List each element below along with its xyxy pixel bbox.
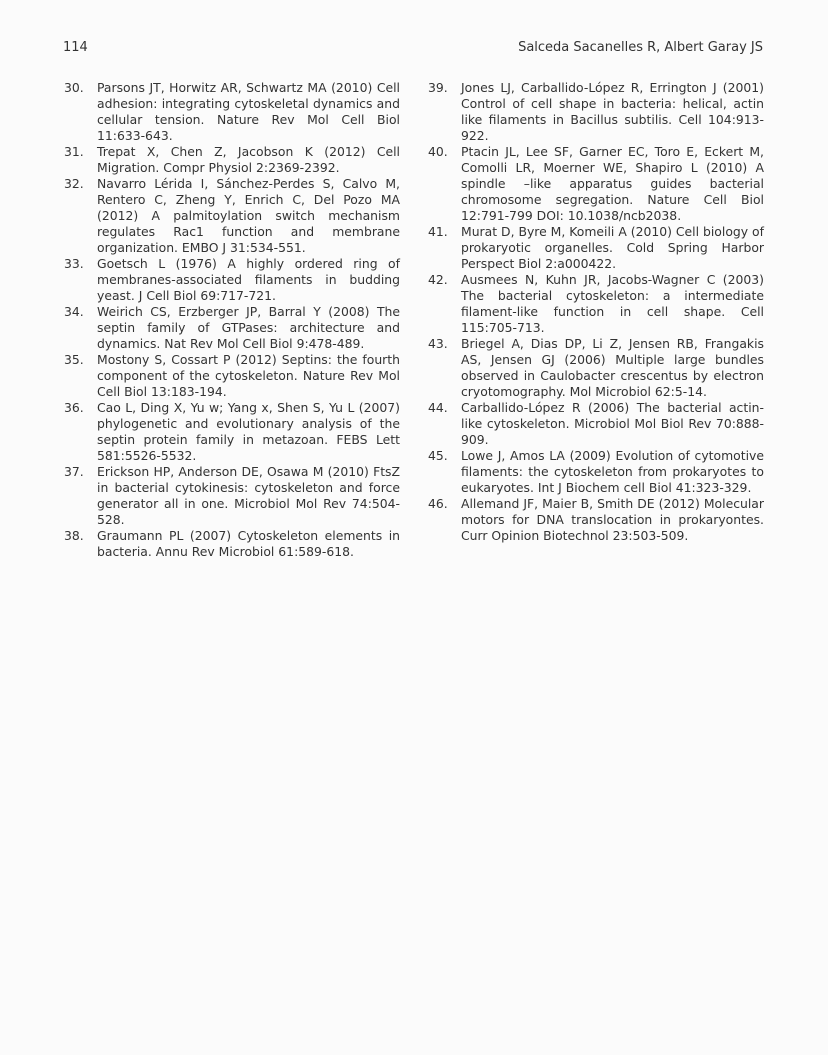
reference-text: Graumann PL (2007) Cytoskeleton elements in bacteria. Annu Rev Microbiol 61:589-618. xyxy=(97,528,400,559)
reference-number: 42. xyxy=(428,272,448,287)
reference-text: Ausmees N, Kuhn JR, Jacobs-Wagner C (2003) The bacterial cytoskeleton: a intermediate filament-like function in cell shape. Cell 115:705-713. xyxy=(461,272,764,335)
reference-number: 36. xyxy=(64,400,84,415)
reference-item xyxy=(428,272,764,336)
page-header xyxy=(63,40,763,56)
reference-text: Cao L, Ding X, Yu w; Yang x, Shen S, Yu L (2007) phylogenetic and evolutionary analysis of the septin protein family in metazoan. FEBS Lett 581:5526-5532. xyxy=(97,400,400,463)
reference-number: 32. xyxy=(64,176,84,191)
reference-item xyxy=(64,256,400,304)
reference-number: 40. xyxy=(428,144,448,159)
reference-item xyxy=(64,528,400,560)
reference-number: 37. xyxy=(64,464,84,479)
reference-number: 46. xyxy=(428,496,448,511)
reference-number: 41. xyxy=(428,224,448,239)
reference-text: Trepat X, Chen Z, Jacobson K (2012) Cell Migration. Compr Physiol 2:2369-2392. xyxy=(97,144,400,175)
reference-item xyxy=(428,400,764,448)
reference-item xyxy=(64,352,400,400)
reference-number: 44. xyxy=(428,400,448,415)
reference-number: 31. xyxy=(64,144,84,159)
reference-number: 30. xyxy=(64,80,84,95)
references-right-column xyxy=(428,80,764,560)
running-head: Salceda Sacanelles R, Albert Garay JS xyxy=(518,40,763,55)
reference-item xyxy=(428,80,764,144)
reference-text: Murat D, Byre M, Komeili A (2010) Cell biology of prokaryotic organelles. Cold Spring Harbor Perspect Biol 2:a000422. xyxy=(461,224,764,271)
reference-item xyxy=(428,144,764,224)
reference-number: 33. xyxy=(64,256,84,271)
references-section xyxy=(64,80,764,560)
reference-number: 38. xyxy=(64,528,84,543)
reference-text: Weirich CS, Erzberger JP, Barral Y (2008) The septin family of GTPases: architecture and dynamics. Nat Rev Mol Cell Biol 9:478-489. xyxy=(97,304,400,351)
reference-text: Erickson HP, Anderson DE, Osawa M (2010) FtsZ in bacterial cytokinesis: cytoskeleton and force generator all in one. Microbiol Mol Rev 74:504-528. xyxy=(97,464,400,527)
reference-item xyxy=(64,304,400,352)
reference-text: Allemand JF, Maier B, Smith DE (2012) Molecular motors for DNA translocation in prokaryontes. Curr Opinion Biotechnol 23:503-509. xyxy=(461,496,764,543)
reference-text: Briegel A, Dias DP, Li Z, Jensen RB, Frangakis AS, Jensen GJ (2006) Multiple large bundles observed in Caulobacter crescentus by electron cryotomography. Mol Microbiol 62:5-14. xyxy=(461,336,764,399)
reference-number: 39. xyxy=(428,80,448,95)
reference-item xyxy=(64,176,400,256)
reference-text: Jones LJ, Carballido-López R, Errington J (2001) Control of cell shape in bacteria: helical, actin like filaments in Bacillus subtilis. Cell 104:913-922. xyxy=(461,80,764,143)
reference-text: Parsons JT, Horwitz AR, Schwartz MA (2010) Cell adhesion: integrating cytoskeletal dynamics and cellular tension. Nature Rev Mol Cell Biol 11:633-643. xyxy=(97,80,400,143)
reference-item xyxy=(64,80,400,144)
reference-item xyxy=(64,144,400,176)
reference-item xyxy=(428,496,764,544)
reference-text: Mostony S, Cossart P (2012) Septins: the fourth component of the cytoskeleton. Nature Rev Mol Cell Biol 13:183-194. xyxy=(97,352,400,399)
reference-text: Ptacin JL, Lee SF, Garner EC, Toro E, Eckert M, Comolli LR, Moerner WE, Shapiro L (2010) A spindle –like apparatus guides bacterial chromosome segregation. Nature Cell Biol 12:791-799 DOI: 10.1038/ncb2038. xyxy=(461,144,764,223)
reference-text: Goetsch L (1976) A highly ordered ring of membranes-associated filaments in budding yeast. J Cell Biol 69:717-721. xyxy=(97,256,400,303)
reference-number: 45. xyxy=(428,448,448,463)
reference-number: 35. xyxy=(64,352,84,367)
page-number: 114 xyxy=(63,40,88,55)
reference-text: Lowe J, Amos LA (2009) Evolution of cytomotive filaments: the cytoskeleton from prokaryotes to eukaryotes. Int J Biochem cell Biol 41:323-329. xyxy=(461,448,764,495)
references-left-column xyxy=(64,80,400,560)
reference-item xyxy=(64,464,400,528)
reference-item xyxy=(64,400,400,464)
reference-item xyxy=(428,224,764,272)
reference-item xyxy=(428,336,764,400)
reference-number: 34. xyxy=(64,304,84,319)
reference-item xyxy=(428,448,764,496)
reference-text: Carballido-López R (2006) The bacterial actin-like cytoskeleton. Microbiol Mol Biol Rev 70:888-909. xyxy=(461,400,764,447)
reference-number: 43. xyxy=(428,336,448,351)
reference-text: Navarro Lérida I, Sánchez-Perdes S, Calvo M, Rentero C, Zheng Y, Enrich C, Del Pozo MA (2012) A palmitoylation switch mechanism regulates Rac1 function and membrane organization. EMBO J 31:534-551. xyxy=(97,176,400,255)
